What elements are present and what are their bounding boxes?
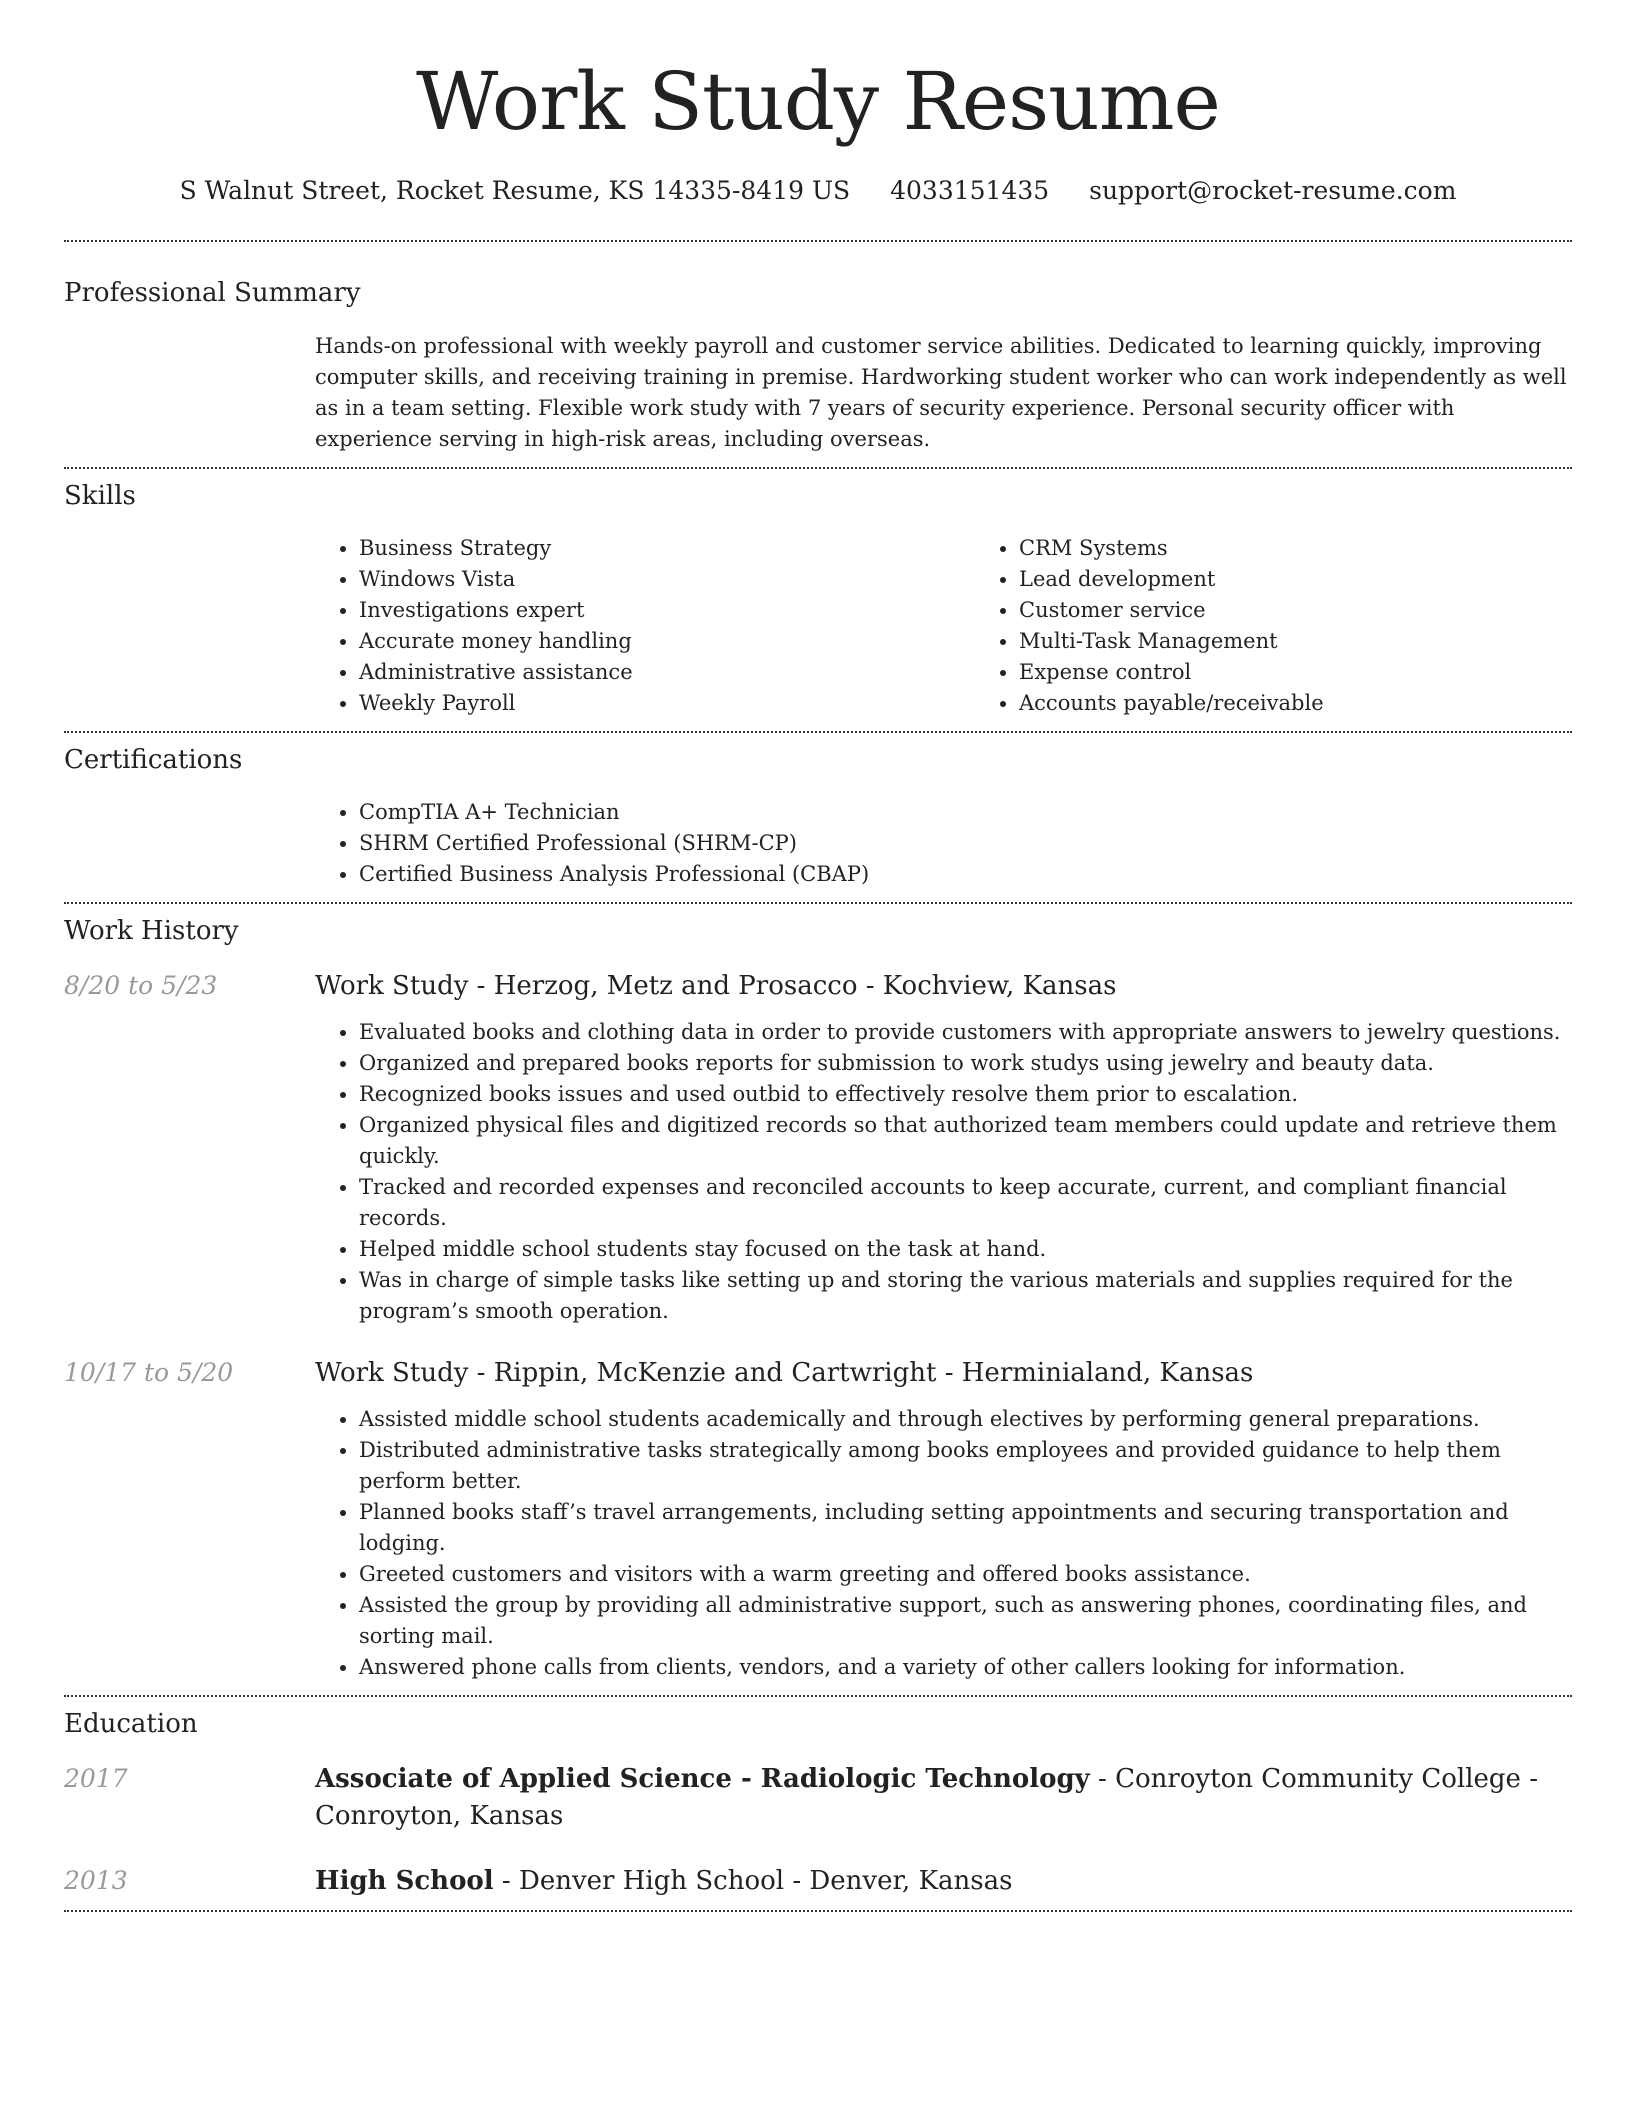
- certification-item: • Certified Business Analysis Professional (CBAP): [359, 859, 1572, 890]
- job-heading: Work Study - Herzog, Metz and Prosacco - Kochview, Kansas: [315, 971, 1117, 1001]
- job-bullet: • Organized and prepared books reports for submission to work studys using jewelry and beauty data.: [359, 1048, 1572, 1079]
- skills-column-right: [975, 533, 1632, 719]
- job-bullet: • Tracked and recorded expenses and reconciled accounts to keep accurate, current, and compliant financial records.: [359, 1172, 1572, 1234]
- job-bullet: • Evaluated books and clothing data in order to provide customers with appropriate answers to jewelry questions.: [359, 1017, 1572, 1048]
- education-degree: High School: [315, 1866, 494, 1896]
- resume-page: [64, 0, 1572, 1912]
- job-bullet: • Assisted the group by providing all administrative support, such as answering phones, coordinating files, and sorting mail.: [359, 1590, 1572, 1652]
- education-school: - Conroyton Community College - Conroyton, Kansas: [315, 1764, 1538, 1831]
- job-entry: [64, 1355, 1572, 1695]
- job-dates: 10/17 to 5/20: [64, 1358, 234, 1387]
- job-body: [315, 1355, 1572, 1695]
- summary-title: Professional Summary: [64, 278, 361, 308]
- job-bullet: • Helped middle school students stay focused on the task at hand.: [359, 1234, 1572, 1265]
- contact-line: [64, 174, 1572, 208]
- section-divider: [64, 1910, 1572, 1912]
- education-section: [64, 1697, 1572, 1910]
- job-bullets: [315, 1017, 1572, 1327]
- job-bullets: [315, 1404, 1572, 1695]
- job-bullet: • Distributed administrative tasks strategically among books employees and provided guidance to help them perform better.: [359, 1435, 1572, 1497]
- skill-item: • Accurate money handling: [359, 626, 975, 657]
- education-entry: [64, 1863, 1572, 1910]
- skill-item: • Windows Vista: [359, 564, 975, 595]
- job-bullet: • Recognized books issues and used outbid to effectively resolve them prior to escalation.: [359, 1079, 1572, 1110]
- contact-email: support@rocket-resume.com: [1089, 176, 1457, 205]
- job-heading: Work Study - Rippin, McKenzie and Cartwright - Herminialand, Kansas: [315, 1358, 1254, 1388]
- job-bullet: • Greeted customers and visitors with a warm greeting and offered books assistance.: [359, 1559, 1572, 1590]
- certification-item: • SHRM Certified Professional (SHRM-CP): [359, 828, 1572, 859]
- education-year: 2017: [64, 1764, 128, 1793]
- skill-item: • Lead development: [1019, 564, 1632, 595]
- contact-address: S Walnut Street, Rocket Resume, KS 14335-8419 US: [179, 176, 851, 205]
- education-degree: Associate of Applied Science - Radiologic Technology: [315, 1764, 1090, 1794]
- job-bullet: • Was in charge of simple tasks like setting up and storing the various materials and supplies required for the program’s smooth operation.: [359, 1265, 1572, 1327]
- skill-item: • Administrative assistance: [359, 657, 975, 688]
- skill-item: • Multi-Task Management: [1019, 626, 1632, 657]
- education-heading: [315, 1863, 1572, 1900]
- skill-item: • Accounts payable/receivable: [1019, 688, 1632, 719]
- certifications-section: [64, 733, 1572, 902]
- education-school: - Denver High School - Denver, Kansas: [493, 1866, 1013, 1896]
- skill-item: • Expense control: [1019, 657, 1632, 688]
- job-body: [315, 968, 1572, 1327]
- skill-item: • Weekly Payroll: [359, 688, 975, 719]
- skills-list: [315, 533, 1572, 731]
- job-bullet: • Planned books staff’s travel arrangements, including setting appointments and securing transportation and lodging.: [359, 1497, 1572, 1559]
- certifications-list: [315, 797, 1572, 902]
- certification-item: • CompTIA A+ Technician: [359, 797, 1572, 828]
- skill-item: • Customer service: [1019, 595, 1632, 626]
- education-title: Education: [64, 1709, 198, 1739]
- work-history-section: [64, 904, 1572, 1695]
- education-entry: [64, 1761, 1572, 1835]
- skills-column-left: [315, 533, 975, 719]
- contact-phone: 4033151435: [890, 176, 1050, 205]
- resume-header: [64, 0, 1572, 208]
- summary-text: Hands-on professional with weekly payroll and customer service abilities. Dedicated to learning quickly, improving computer skills, and receiving training in premise. Hardworking student worker who can work independently as well as in a team setting. Flexible work study with 7 years of security experience. Personal security officer with experience serving in high-risk areas, including overseas.: [315, 334, 1567, 451]
- resume-name: Work Study Resume: [416, 55, 1220, 148]
- summary-section: [64, 242, 1572, 467]
- skills-title: Skills: [64, 481, 136, 511]
- education-heading: [315, 1761, 1572, 1835]
- work-history-title: Work History: [64, 916, 239, 946]
- job-entry: [64, 968, 1572, 1327]
- job-bullet: • Assisted middle school students academically and through electives by performing general preparations.: [359, 1404, 1572, 1435]
- job-bullet: • Organized physical files and digitized records so that authorized team members could update and retrieve them quickly.: [359, 1110, 1572, 1172]
- skills-section: [64, 469, 1572, 731]
- education-year: 2013: [64, 1866, 128, 1895]
- skill-item: • CRM Systems: [1019, 533, 1632, 564]
- skill-item: • Business Strategy: [359, 533, 975, 564]
- certifications-title: Certifications: [64, 745, 243, 775]
- job-bullet: • Answered phone calls from clients, vendors, and a variety of other callers looking for information.: [359, 1652, 1572, 1683]
- job-dates: 8/20 to 5/23: [64, 971, 218, 1000]
- skill-item: • Investigations expert: [359, 595, 975, 626]
